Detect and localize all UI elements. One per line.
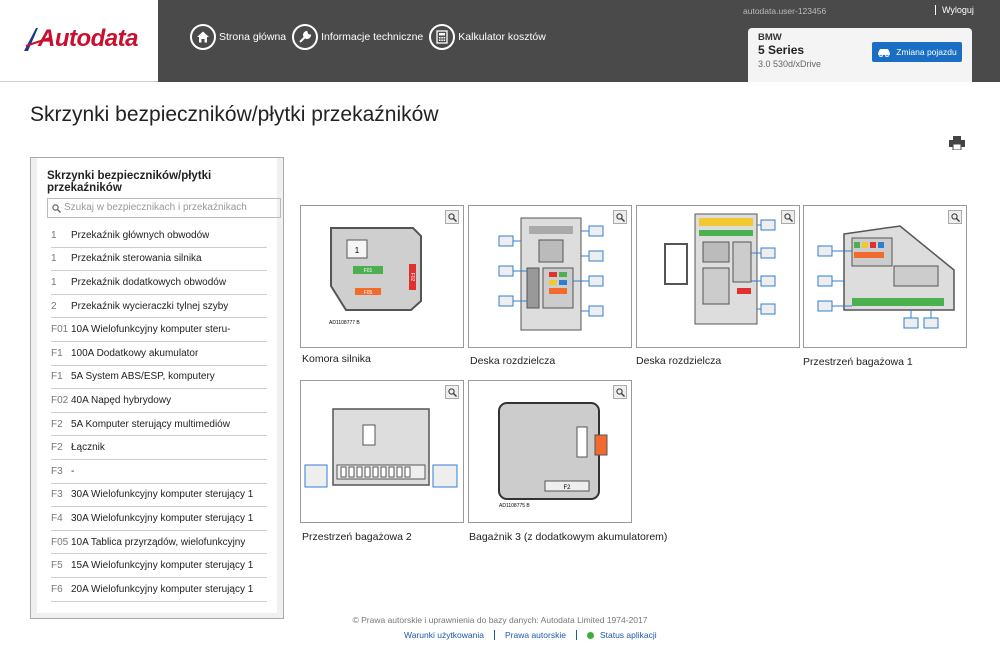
vehicle-engine: 3.0 530d/xDrive <box>758 59 822 69</box>
copyright-link[interactable]: Prawa autorskie <box>505 630 566 640</box>
fuse-list-item[interactable] <box>51 413 267 437</box>
fuse-number: 1 <box>51 276 57 288</box>
footer-links <box>404 630 657 640</box>
car-icon <box>877 47 891 57</box>
diagram-dashboard-2[interactable] <box>636 205 800 348</box>
fuse-number: 1 <box>51 229 57 241</box>
diagram-code: AD1108777 B <box>329 320 360 326</box>
fuse-label: 10A Wielofunkcyjny komputer steru- <box>71 324 231 336</box>
trunk-3-fuse-diagram <box>469 381 633 524</box>
vehicle-make: BMW <box>758 32 782 43</box>
main-nav <box>190 24 552 50</box>
dashboard-fuse-diagram <box>469 206 633 349</box>
logo-text: Autodata <box>38 25 138 52</box>
caption-luggage-1: Przestrzeń bagażowa 1 <box>803 356 913 368</box>
fuse-list-item[interactable] <box>51 271 267 295</box>
fuse-number: F02 <box>51 394 69 406</box>
fuse-label: Przekaźnik sterowania silnika <box>71 253 202 265</box>
nav-home[interactable] <box>190 24 286 50</box>
fuse-label: 15A Wielofunkcyjny komputer sterujący 1 <box>71 560 254 572</box>
fuse-list <box>51 224 267 602</box>
luggage-1-fuse-diagram <box>804 206 968 349</box>
diagram-luggage-1[interactable] <box>803 205 967 348</box>
fuse-number: F6 <box>51 583 63 595</box>
fuse-label: F01 <box>363 268 373 274</box>
nav-cost-calculator[interactable] <box>429 24 546 50</box>
fuse-list-item[interactable] <box>51 389 267 413</box>
fuse-list-item[interactable] <box>51 366 267 390</box>
nav-cost-calculator-label: Kalkulator kosztów <box>458 31 546 43</box>
home-icon <box>190 24 216 50</box>
fuse-number: F2 <box>51 418 63 430</box>
fuse-label: F2 <box>563 485 571 491</box>
fuse-list-item[interactable] <box>51 554 267 578</box>
user-id: autodata.user-123456 <box>743 6 827 16</box>
fuse-list-item[interactable] <box>51 318 267 342</box>
fuse-search-input[interactable] <box>47 198 281 218</box>
calculator-icon <box>429 24 455 50</box>
fuse-label: Przekaźnik wycieraczki tylnej szyby <box>71 300 229 312</box>
fuse-list-item[interactable] <box>51 460 267 484</box>
change-vehicle-button[interactable] <box>872 42 962 62</box>
fuse-label: 30A Wielofunkcyjny komputer sterujący 1 <box>71 489 254 501</box>
nav-technical-info[interactable] <box>292 24 423 50</box>
fuse-label: - <box>71 465 75 477</box>
divider <box>576 630 577 640</box>
svg-text:1: 1 <box>354 246 360 255</box>
engine-bay-fuse-diagram <box>301 206 465 349</box>
fuse-list-item[interactable] <box>51 531 267 555</box>
caption-engine-bay: Komora silnika <box>302 353 371 365</box>
fuse-list-item[interactable] <box>51 248 267 272</box>
nav-home-label: Strona główna <box>219 31 287 43</box>
top-header <box>0 0 1000 82</box>
fuse-list-item[interactable] <box>51 484 267 508</box>
fuse-number: F05 <box>51 536 69 548</box>
zoom-icon[interactable] <box>613 210 627 224</box>
fuse-number: F4 <box>51 512 63 524</box>
fuse-list-item[interactable] <box>51 578 267 602</box>
fuse-list-item[interactable] <box>51 224 267 248</box>
divider <box>494 630 495 640</box>
fuse-number: F3 <box>51 465 63 477</box>
fuse-list-item[interactable] <box>51 342 267 366</box>
fuse-list-item[interactable] <box>51 436 267 460</box>
fuse-number: F01 <box>51 324 69 336</box>
zoom-icon[interactable] <box>445 385 459 399</box>
caption-dashboard-1: Deska rozdzielcza <box>470 355 556 367</box>
fuse-number: F2 <box>51 442 63 454</box>
diagram-trunk-3[interactable] <box>468 380 632 523</box>
search-icon <box>52 204 61 213</box>
fuse-list-item[interactable] <box>51 295 267 319</box>
vehicle-panel <box>748 28 972 82</box>
app-status-link[interactable]: Status aplikacji <box>599 630 657 640</box>
nav-technical-info-label: Informacje techniczne <box>321 31 424 43</box>
fuse-label: 5A Komputer sterujący multimediów <box>71 418 230 430</box>
fuse-label: 5A System ABS/ESP, komputery <box>71 371 215 383</box>
print-icon[interactable] <box>949 136 965 155</box>
fuse-label: F02 <box>409 272 415 282</box>
fuse-number: F5 <box>51 560 63 572</box>
vehicle-model: 5 Series <box>758 43 805 57</box>
caption-trunk-3: Bagażnik 3 (z dodatkowym akumulatorem) <box>469 531 668 543</box>
terms-link[interactable]: Warunki użytkowania <box>404 630 484 640</box>
fuse-label: Łącznik <box>71 442 105 454</box>
fuse-label: Przekaźnik głównych obwodów <box>71 229 210 241</box>
caption-luggage-2: Przestrzeń bagażowa 2 <box>302 531 412 543</box>
diagram-code: AD1108775 B <box>499 503 530 509</box>
diagram-dashboard-1[interactable] <box>468 205 632 348</box>
dashboard-fuse-diagram-2 <box>637 206 801 349</box>
luggage-2-fuse-diagram <box>301 381 465 524</box>
sidebar-title: Skrzynki bezpieczników/płytki przekaźników <box>47 170 212 194</box>
page-title: Skrzynki bezpieczników/płytki przekaźników <box>30 103 439 126</box>
change-vehicle-label: Zmiana pojazdu <box>896 47 957 57</box>
fuse-number: 1 <box>51 253 57 265</box>
copyright-text: © Prawa autorskie i uprawnienia do bazy danych: Autodata Limited 1974-2017 <box>352 615 648 625</box>
zoom-icon[interactable] <box>445 210 459 224</box>
zoom-icon[interactable] <box>781 210 795 224</box>
fuse-number: F3 <box>51 489 63 501</box>
fuse-label: 10A Tablica przyrządów, wielofunkcyjny <box>71 536 246 548</box>
fuse-label: 100A Dodatkowy akumulator <box>71 347 199 359</box>
diagram-engine-bay[interactable] <box>300 205 464 348</box>
fuse-list-item[interactable] <box>51 507 267 531</box>
fuse-label: 40A Napęd hybrydowy <box>71 394 172 406</box>
fuse-label: Przekaźnik dodatkowych obwodów <box>71 276 227 288</box>
logo-area[interactable] <box>0 0 158 82</box>
wrench-icon <box>292 24 318 50</box>
fuse-number: F1 <box>51 371 63 383</box>
fuse-label: 20A Wielofunkcyjny komputer sterujący 1 <box>71 583 254 595</box>
fuse-label: F05 <box>363 290 373 296</box>
status-dot-icon <box>587 632 594 639</box>
zoom-icon[interactable] <box>948 210 962 224</box>
search-placeholder: Szukaj w bezpiecznikach i przekaźnikach <box>64 202 247 213</box>
diagram-luggage-2[interactable] <box>300 380 464 523</box>
fuse-number: 2 <box>51 300 57 312</box>
caption-dashboard-2: Deska rozdzielcza <box>636 355 722 367</box>
zoom-icon[interactable] <box>613 385 627 399</box>
fuse-sidebar <box>30 157 284 619</box>
logout-link[interactable]: Wyloguj <box>935 5 974 15</box>
sidebar-inner <box>37 158 277 613</box>
fuse-number: F1 <box>51 347 63 359</box>
fuse-label: 30A Wielofunkcyjny komputer sterujący 1 <box>71 512 254 524</box>
